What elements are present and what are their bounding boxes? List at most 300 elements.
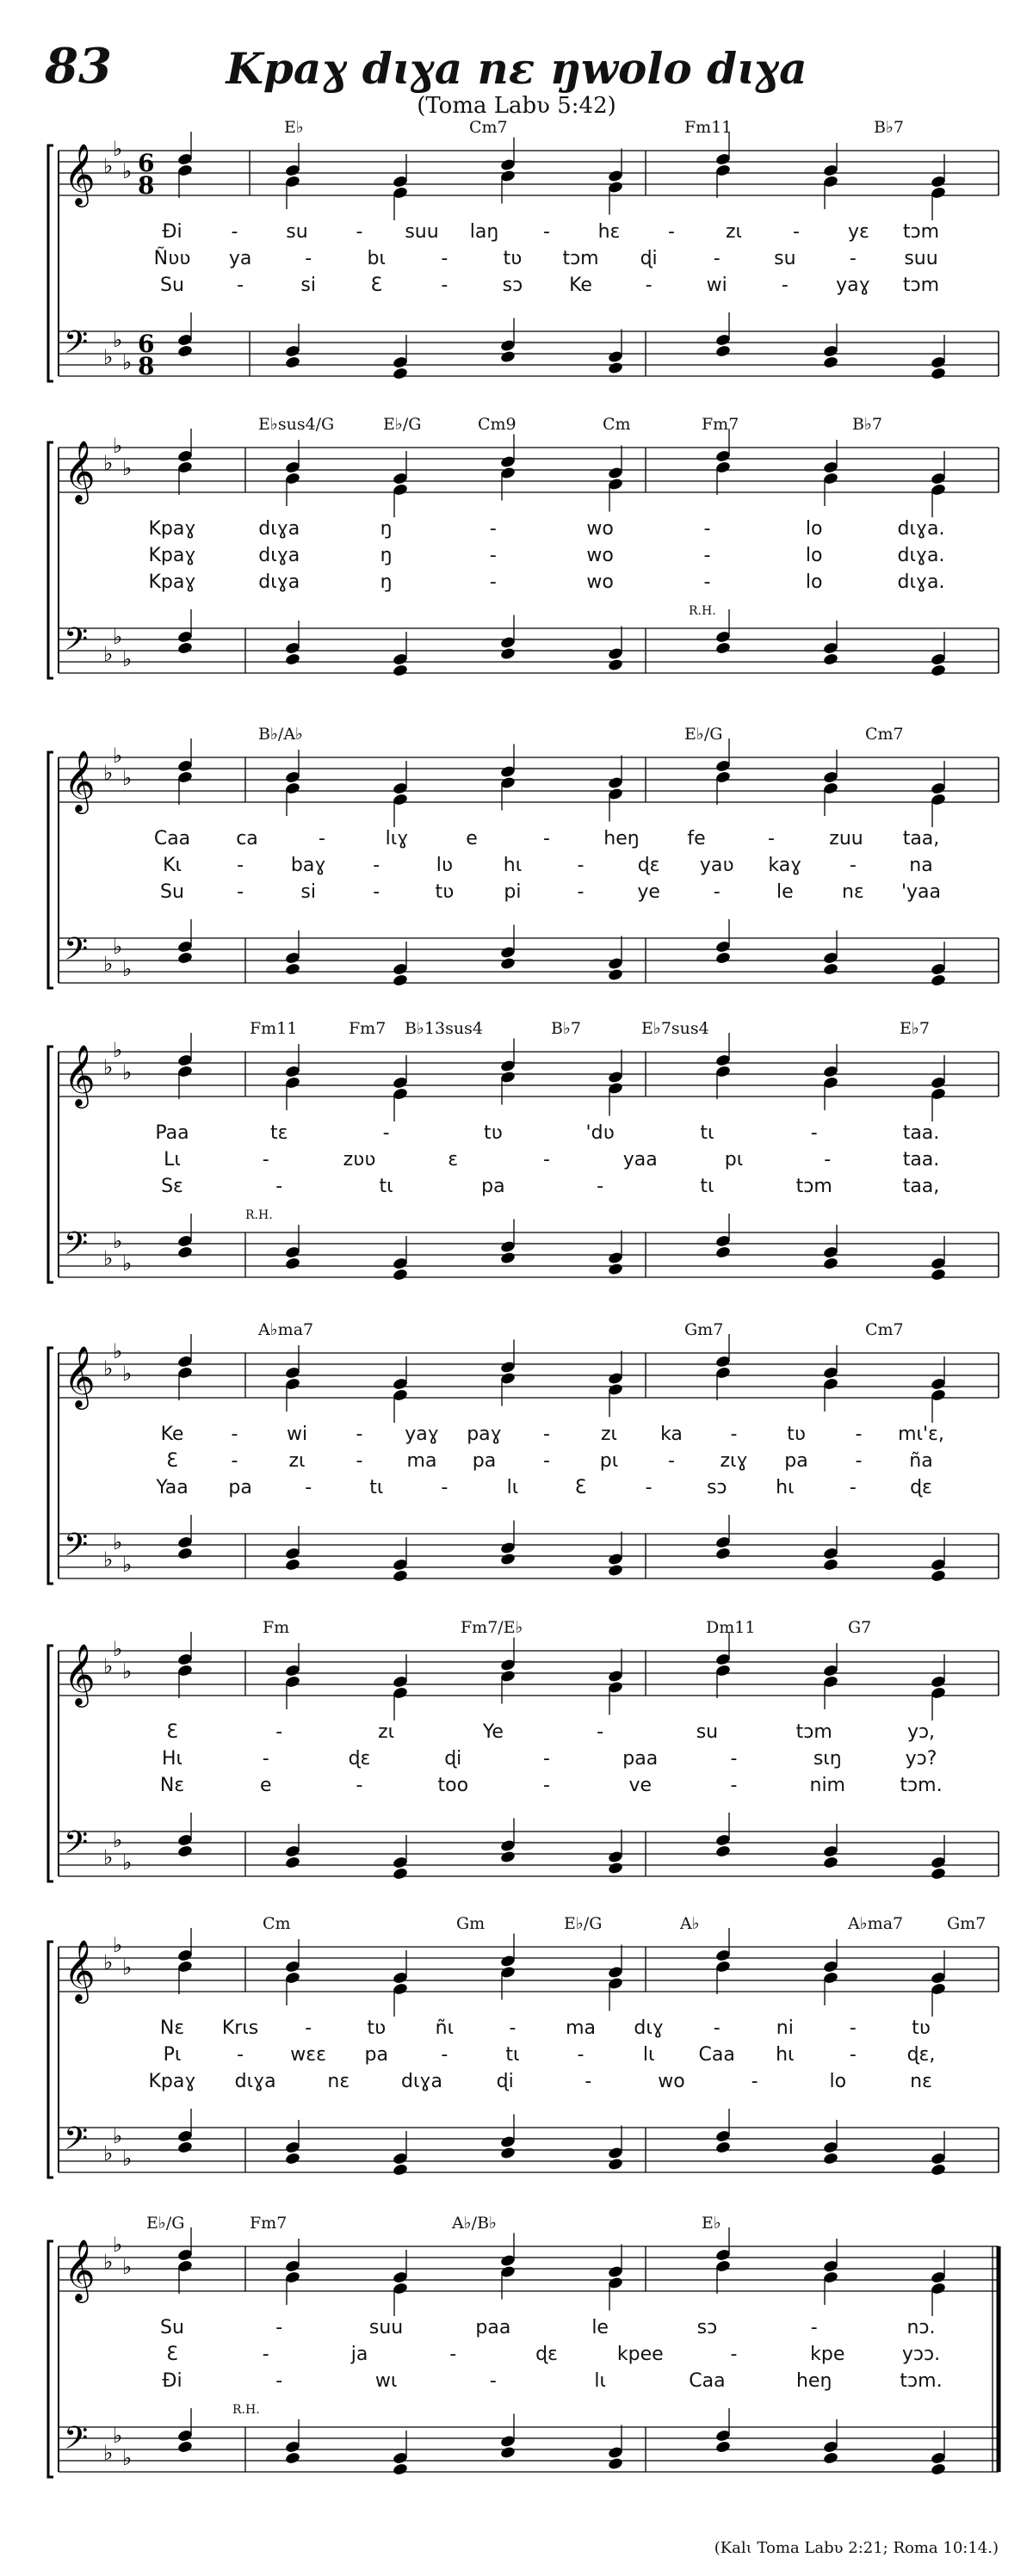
note-group — [177, 429, 947, 517]
lyric-syllable: tɔm. — [900, 2370, 943, 2392]
notehead — [931, 1569, 947, 1583]
chord-symbol: E♭/G — [383, 415, 422, 434]
note-group — [177, 312, 947, 380]
lyric-syllable: ve — [628, 1775, 653, 1796]
lyric-syllable: - — [275, 2317, 283, 2338]
lyric-syllable: - — [849, 1477, 857, 1498]
notehead — [715, 344, 732, 358]
lyric-syllable: suu — [405, 221, 439, 243]
lyric-syllable: Ɖi — [162, 2370, 182, 2392]
lyric-syllable: ɛ — [448, 1149, 459, 1171]
lyric-syllable: ɖi — [444, 1748, 462, 1770]
lyric-syllable: - — [751, 2071, 758, 2092]
notehead — [608, 361, 624, 375]
lyric-syllable: Hɩ — [162, 1748, 182, 1770]
notehead — [500, 1850, 516, 1864]
lyric-syllable: - — [441, 2044, 448, 2066]
lyric-syllable: - — [543, 1450, 550, 1472]
lyric-syllable: lʋ — [436, 855, 453, 876]
notehead — [500, 2446, 516, 2460]
flat-icon: ♭ — [113, 625, 123, 649]
bass-staff — [59, 931, 999, 983]
lyric-syllable: - — [489, 545, 497, 566]
chord-symbol: Fm11 — [250, 1019, 298, 1038]
lyric-syllable: - — [356, 1775, 363, 1796]
lyric-syllable: zɩɣ — [720, 1450, 748, 1472]
bass-staff — [59, 621, 999, 673]
lyric-syllable: - — [713, 248, 721, 269]
system-staves — [0, 2212, 1033, 2530]
lyric-syllable: lɩ — [594, 2370, 606, 2392]
system-5 — [0, 1319, 1033, 1637]
chord-symbol: E♭7 — [900, 1019, 930, 1038]
lyric-syllable: - — [305, 2017, 312, 2039]
lyric-syllable: - — [824, 1149, 832, 1171]
notehead — [823, 652, 839, 666]
lyric-syllable: yɛ — [848, 221, 869, 243]
note-group — [177, 1928, 947, 2017]
bass-clef-icon: 𝄢 — [64, 2420, 89, 2464]
system-7 — [0, 1912, 1033, 2231]
lyric-syllable: 'dʋ — [585, 1122, 615, 1144]
lyric-syllable: taa. — [902, 1122, 940, 1144]
chord-symbol: B♭7 — [874, 118, 905, 137]
flat-icon: ♭ — [113, 2233, 123, 2257]
lyric-syllable: - — [703, 545, 711, 566]
chord-symbol: A♭ — [680, 1914, 700, 1933]
lyric-syllable: hɩ — [503, 855, 523, 876]
system-2 — [0, 413, 1033, 732]
notehead — [285, 355, 301, 369]
lyric-syllable: sɔ — [706, 1477, 727, 1498]
lyric-syllable: ŋ — [380, 545, 393, 566]
system-4 — [0, 1017, 1033, 1336]
right-hand-marking: R.H. — [689, 604, 716, 618]
note-group — [177, 2227, 947, 2316]
treble-staff — [59, 137, 999, 207]
lyric-syllable: Ɛ — [574, 1477, 587, 1498]
notehead — [715, 2440, 732, 2454]
lyric-syllable: - — [543, 828, 550, 849]
lyric-syllable: ni — [776, 2017, 794, 2039]
lyric-syllable: Ɛ — [166, 1450, 178, 1472]
notehead — [715, 2140, 732, 2154]
lyric-syllable: tɛ — [270, 1122, 288, 1144]
lyric-syllable: Su — [160, 275, 184, 296]
lyric-syllable: nɛ — [841, 881, 864, 903]
flat-icon: ♭ — [122, 1659, 133, 1683]
flat-icon: ♭ — [103, 154, 114, 178]
notehead — [500, 957, 516, 971]
lyric-syllable: - — [262, 2344, 269, 2365]
chord-symbol: E♭sus4/G — [258, 415, 335, 434]
notehead — [500, 647, 516, 661]
lyric-syllable: - — [730, 1775, 738, 1796]
flat-icon: ♭ — [113, 328, 123, 352]
lyric-syllable: ɖɛ — [535, 2344, 558, 2365]
lyric-syllable: - — [356, 1424, 363, 1445]
bracket-icon — [48, 1942, 53, 2178]
notehead — [715, 1844, 732, 1858]
lyric-syllable: Caa — [698, 2044, 735, 2066]
lyric-syllable: - — [262, 1748, 269, 1770]
chord-symbol: Dm11 — [706, 1618, 756, 1637]
note-group — [177, 1813, 947, 1881]
hymn-number: 83 — [45, 38, 112, 95]
lyric-syllable: zʋʋ — [343, 1149, 376, 1171]
lyric-syllable: yaa — [622, 1149, 658, 1171]
chord-symbol: B♭13sus4 — [405, 1019, 483, 1038]
bass-clef-icon: 𝄢 — [64, 324, 89, 368]
lyric-syllable: Caa — [689, 2370, 726, 2392]
lyric-syllable: mɩ'ɛ, — [898, 1424, 944, 1445]
flat-icon: ♭ — [103, 451, 114, 475]
lyric-syllable: tɩ — [700, 1122, 714, 1144]
notehead — [823, 1257, 839, 1270]
lyric-syllable: dɩɣa — [258, 518, 300, 540]
notehead — [393, 973, 409, 987]
chord-symbol: B♭/A♭ — [258, 725, 304, 744]
lyric-syllable: tʋ — [503, 248, 523, 269]
lyric-syllable: - — [703, 571, 711, 593]
note-group — [177, 1515, 947, 1583]
lyric-syllable: - — [489, 571, 497, 593]
lyric-syllable: - — [237, 881, 244, 903]
notehead — [823, 1856, 839, 1869]
lyric-syllable: tɩ — [505, 2044, 520, 2066]
scripture-reference: (Toma Labʋ 5:42) — [417, 93, 616, 119]
lyric-syllable: dɩɣa. — [897, 545, 945, 566]
flat-icon: ♭ — [122, 1060, 133, 1084]
time-signature-top: 6 — [138, 330, 155, 358]
system-staves — [0, 1616, 1033, 1935]
lyric-syllable: hɩ — [776, 1477, 795, 1498]
lyric-syllable: dɩɣa. — [897, 571, 945, 593]
lyric-syllable: - — [730, 1748, 738, 1770]
notehead — [931, 973, 947, 987]
notehead — [393, 367, 409, 380]
note-group — [177, 1214, 947, 1282]
notehead — [608, 968, 624, 982]
lyric-syllable: - — [645, 275, 653, 296]
lyric-syllable: dɩɣa. — [897, 518, 945, 540]
note-group — [177, 132, 947, 220]
note-group — [177, 1033, 947, 1121]
chord-symbol: E♭7sus4 — [641, 1019, 709, 1038]
lyric-syllable: - — [441, 275, 448, 296]
lyric-syllable: - — [231, 1450, 238, 1472]
lyric-syllable: - — [489, 518, 497, 540]
lyric-syllable: - — [237, 2044, 244, 2066]
notehead — [177, 1245, 194, 1259]
treble-staff — [59, 744, 999, 814]
lyric-syllable: - — [275, 1721, 283, 1743]
bracket-icon — [48, 1348, 53, 1584]
lyric-syllable: - — [781, 275, 789, 296]
note-group — [177, 919, 947, 987]
lyric-syllable: - — [849, 2044, 857, 2066]
flat-icon: ♭ — [113, 1933, 123, 1957]
flat-icon: ♭ — [103, 1654, 114, 1678]
bass-staff — [59, 2420, 999, 2472]
lyric-syllable: Yaa — [156, 1477, 189, 1498]
lyric-syllable: su — [696, 1721, 719, 1743]
lyric-syllable: yaʋ — [699, 855, 734, 876]
notehead — [931, 2163, 947, 2177]
flat-icon: ♭ — [103, 2441, 114, 2465]
notehead — [393, 2163, 409, 2177]
lyric-syllable: tɩ — [379, 1176, 393, 1197]
lyric-syllable: tɔm — [902, 221, 940, 243]
notehead — [177, 2440, 194, 2454]
notehead — [177, 641, 194, 655]
lyric-syllable: - — [356, 1450, 363, 1472]
flat-icon: ♭ — [103, 2141, 114, 2165]
bracket-icon — [48, 145, 53, 381]
chord-symbol: Fm11 — [684, 118, 733, 137]
lyric-syllable: - — [275, 1176, 283, 1197]
lyric-syllable: si — [300, 275, 316, 296]
lyric-syllable: wo — [586, 571, 614, 593]
notehead — [393, 2462, 409, 2476]
notehead — [715, 1547, 732, 1560]
flat-icon: ♭ — [113, 1828, 123, 1852]
flat-icon: ♭ — [122, 350, 133, 374]
chord-symbol: A♭ma7 — [258, 1320, 314, 1339]
lyric-syllable: - — [275, 2370, 283, 2392]
lyric-syllable: - — [577, 855, 585, 876]
right-hand-marking: R.H. — [245, 1208, 273, 1222]
note-group — [177, 1632, 947, 1720]
treble-staff — [59, 434, 999, 504]
lyric-syllable: Kpaɣ — [148, 571, 196, 593]
lyric-syllable: pi — [504, 881, 522, 903]
lyric-syllable: dɩɣa — [234, 2071, 276, 2092]
flat-icon: ♭ — [122, 1251, 133, 1276]
lyric-syllable: - — [810, 2317, 818, 2338]
right-hand-marking: R.H. — [232, 2403, 260, 2417]
lyric-syllable: - — [768, 828, 775, 849]
lyric-syllable: sɔ — [502, 275, 523, 296]
lyric-syllable: ye — [637, 881, 660, 903]
notehead — [177, 1844, 194, 1858]
flat-icon: ♭ — [113, 1229, 123, 1253]
lyric-syllable: - — [509, 2017, 516, 2039]
lyric-syllable: sɔ — [696, 2317, 718, 2338]
lyric-syllable: - — [577, 881, 585, 903]
lyric-syllable: lo — [805, 518, 823, 540]
lyric-syllable: zɩ — [288, 1450, 306, 1472]
bass-staff — [59, 1825, 999, 1876]
flat-icon: ♭ — [122, 957, 133, 981]
lyric-syllable: - — [793, 221, 800, 243]
lyric-syllable: bɩ — [367, 248, 386, 269]
notehead — [608, 1862, 624, 1875]
chord-symbol: Gm7 — [684, 1320, 724, 1339]
lyric-syllable: suu — [904, 248, 938, 269]
lyric-syllable: - — [713, 2017, 721, 2039]
bass-staff — [59, 2121, 999, 2172]
bracket-icon — [48, 442, 53, 678]
flat-icon: ♭ — [103, 1246, 114, 1270]
lyric-syllable: pɩ — [599, 1450, 619, 1472]
flat-icon: ♭ — [122, 1362, 133, 1386]
lyric-syllable: baɣ — [290, 855, 326, 876]
treble-clef-icon: 𝄞 — [64, 1642, 96, 1705]
lyric-syllable: nɛ — [327, 2071, 350, 2092]
lyric-syllable: Su — [160, 881, 184, 903]
chord-symbol: E♭/G — [564, 1914, 603, 1933]
lyric-syllable: tɔm — [795, 1176, 832, 1197]
bass-clef-icon: 𝄢 — [64, 621, 89, 665]
lyric-syllable: yaɣ — [405, 1424, 439, 1445]
lyric-syllable: lɩɣ — [385, 828, 409, 849]
lyric-syllable: ɖi — [496, 2071, 514, 2092]
chord-symbol: Cm — [603, 415, 631, 434]
notehead — [177, 1547, 194, 1560]
lyric-syllable: nim — [809, 1775, 845, 1796]
notehead — [608, 2158, 624, 2171]
chord-symbol: B♭7 — [852, 415, 883, 434]
lyric-syllable: sɩŋ — [813, 1748, 842, 1770]
bass-staff — [59, 1527, 999, 1578]
lyric-syllable: Ɛ — [166, 1721, 178, 1743]
lyric-syllable: zɩ — [726, 221, 742, 243]
chord-symbol: Gm7 — [947, 1914, 987, 1933]
notehead — [823, 355, 839, 369]
lyric-syllable: kaɣ — [768, 855, 802, 876]
notehead — [177, 344, 194, 358]
flat-icon: ♭ — [113, 1339, 123, 1363]
system-8 — [0, 2212, 1033, 2530]
lyric-syllable: - — [356, 221, 363, 243]
notehead — [285, 1856, 301, 1869]
lyric-syllable: - — [543, 1424, 550, 1445]
lyric-syllable: - — [305, 1477, 312, 1498]
lyric-syllable: taa, — [902, 1176, 940, 1197]
lyric-syllable: pa — [481, 1176, 505, 1197]
notehead — [608, 2457, 624, 2471]
lyric-syllable: - — [489, 2370, 497, 2392]
note-group — [177, 2408, 947, 2476]
flat-icon: ♭ — [103, 1547, 114, 1572]
chord-symbol: A♭ma7 — [848, 1914, 904, 1933]
flat-icon: ♭ — [113, 2424, 123, 2448]
lyric-syllable: zɩ — [378, 1721, 395, 1743]
lyric-syllable: ka — [660, 1424, 683, 1445]
lyric-syllable: tʋ — [787, 1424, 806, 1445]
lyric-syllable: - — [668, 221, 675, 243]
lyric-syllable: zuu — [829, 828, 863, 849]
lyric-syllable: Ñʋʋ — [153, 248, 191, 269]
chord-symbol: G7 — [848, 1618, 872, 1637]
time-signature-bottom: 8 — [138, 352, 155, 380]
notehead — [608, 1263, 624, 1276]
time-signature-top: 6 — [138, 149, 155, 177]
flat-icon: ♭ — [122, 456, 133, 480]
lyric-syllable: zɩ — [601, 1424, 617, 1445]
bracket-icon — [48, 1646, 53, 1881]
flat-icon: ♭ — [113, 1530, 123, 1554]
notehead — [715, 951, 732, 965]
notehead — [393, 1268, 409, 1282]
lyric-syllable: Ke — [569, 275, 592, 296]
lyric-syllable: Pɩ — [163, 2044, 182, 2066]
lyric-syllable: taa. — [902, 1149, 940, 1171]
lyric-syllable: - — [585, 2071, 592, 2092]
lyric-syllable: - — [577, 2044, 585, 2066]
chord-symbol: Cm9 — [478, 415, 516, 434]
notehead — [715, 641, 732, 655]
bass-clef-icon: 𝄢 — [64, 2121, 89, 2165]
notehead — [500, 1553, 516, 1566]
lyric-syllable: ma — [566, 2017, 596, 2039]
notehead — [393, 1569, 409, 1583]
lyric-syllable: - — [543, 1775, 550, 1796]
notehead — [931, 367, 947, 380]
lyric-syllable: Lɩ — [164, 1149, 181, 1171]
lyric-syllable: wo — [586, 545, 614, 566]
notehead — [285, 1257, 301, 1270]
lyric-syllable: pa — [364, 2044, 388, 2066]
lyric-syllable: laŋ — [469, 221, 499, 243]
lyric-syllable: lo — [829, 2071, 847, 2092]
lyric-syllable: - — [543, 1149, 550, 1171]
lyric-syllable: kpe — [810, 2344, 845, 2365]
lyric-syllable: nɛ — [910, 2071, 932, 2092]
flat-icon: ♭ — [122, 2147, 133, 2171]
flat-icon: ♭ — [113, 935, 123, 959]
lyric-syllable: su — [774, 248, 796, 269]
lyric-syllable: - — [543, 221, 550, 243]
lyric-syllable: heŋ — [795, 2370, 832, 2392]
lyric-syllable: - — [645, 1477, 653, 1498]
notehead — [608, 1564, 624, 1578]
lyric-syllable: e — [466, 828, 478, 849]
lyric-syllable: le — [591, 2317, 609, 2338]
lyric-syllable: tɔm — [902, 275, 940, 296]
lyric-syllable: Kɩ — [163, 855, 182, 876]
flat-icon: ♭ — [122, 159, 133, 183]
footnote: (Kalɩ Toma Labʋ 2:21; Roma 10:14.) — [714, 2539, 999, 2557]
chord-symbol: Cm7 — [469, 118, 508, 137]
chord-symbol: E♭ — [702, 2214, 721, 2233]
lyric-syllable: - — [849, 248, 857, 269]
note-group — [177, 738, 947, 827]
lyric-syllable: - — [441, 248, 448, 269]
lyric-syllable: - — [730, 1424, 738, 1445]
lyric-syllable: - — [810, 1122, 818, 1144]
lyric-syllable: Sɛ — [161, 1176, 183, 1197]
lyric-syllable: tɩ — [700, 1176, 714, 1197]
lyric-syllable: lɩ — [506, 1477, 519, 1498]
lyric-syllable: ca — [236, 828, 258, 849]
flat-icon: ♭ — [103, 642, 114, 666]
flat-icon: ♭ — [103, 1845, 114, 1869]
flat-icon: ♭ — [103, 345, 114, 369]
notehead — [823, 1558, 839, 1572]
treble-clef-icon: 𝄞 — [64, 439, 96, 502]
lyric-syllable: ña — [909, 1450, 933, 1472]
lyric-syllable: ɖɛ — [348, 1748, 371, 1770]
notehead — [285, 2451, 301, 2465]
notehead — [177, 2140, 194, 2154]
lyric-syllable: kpee — [616, 2344, 664, 2365]
lyric-syllable: dɩɣa — [401, 2071, 442, 2092]
lyric-syllable: - — [855, 1450, 863, 1472]
treble-staff — [59, 1933, 999, 2004]
lyric-syllable: - — [231, 1424, 238, 1445]
